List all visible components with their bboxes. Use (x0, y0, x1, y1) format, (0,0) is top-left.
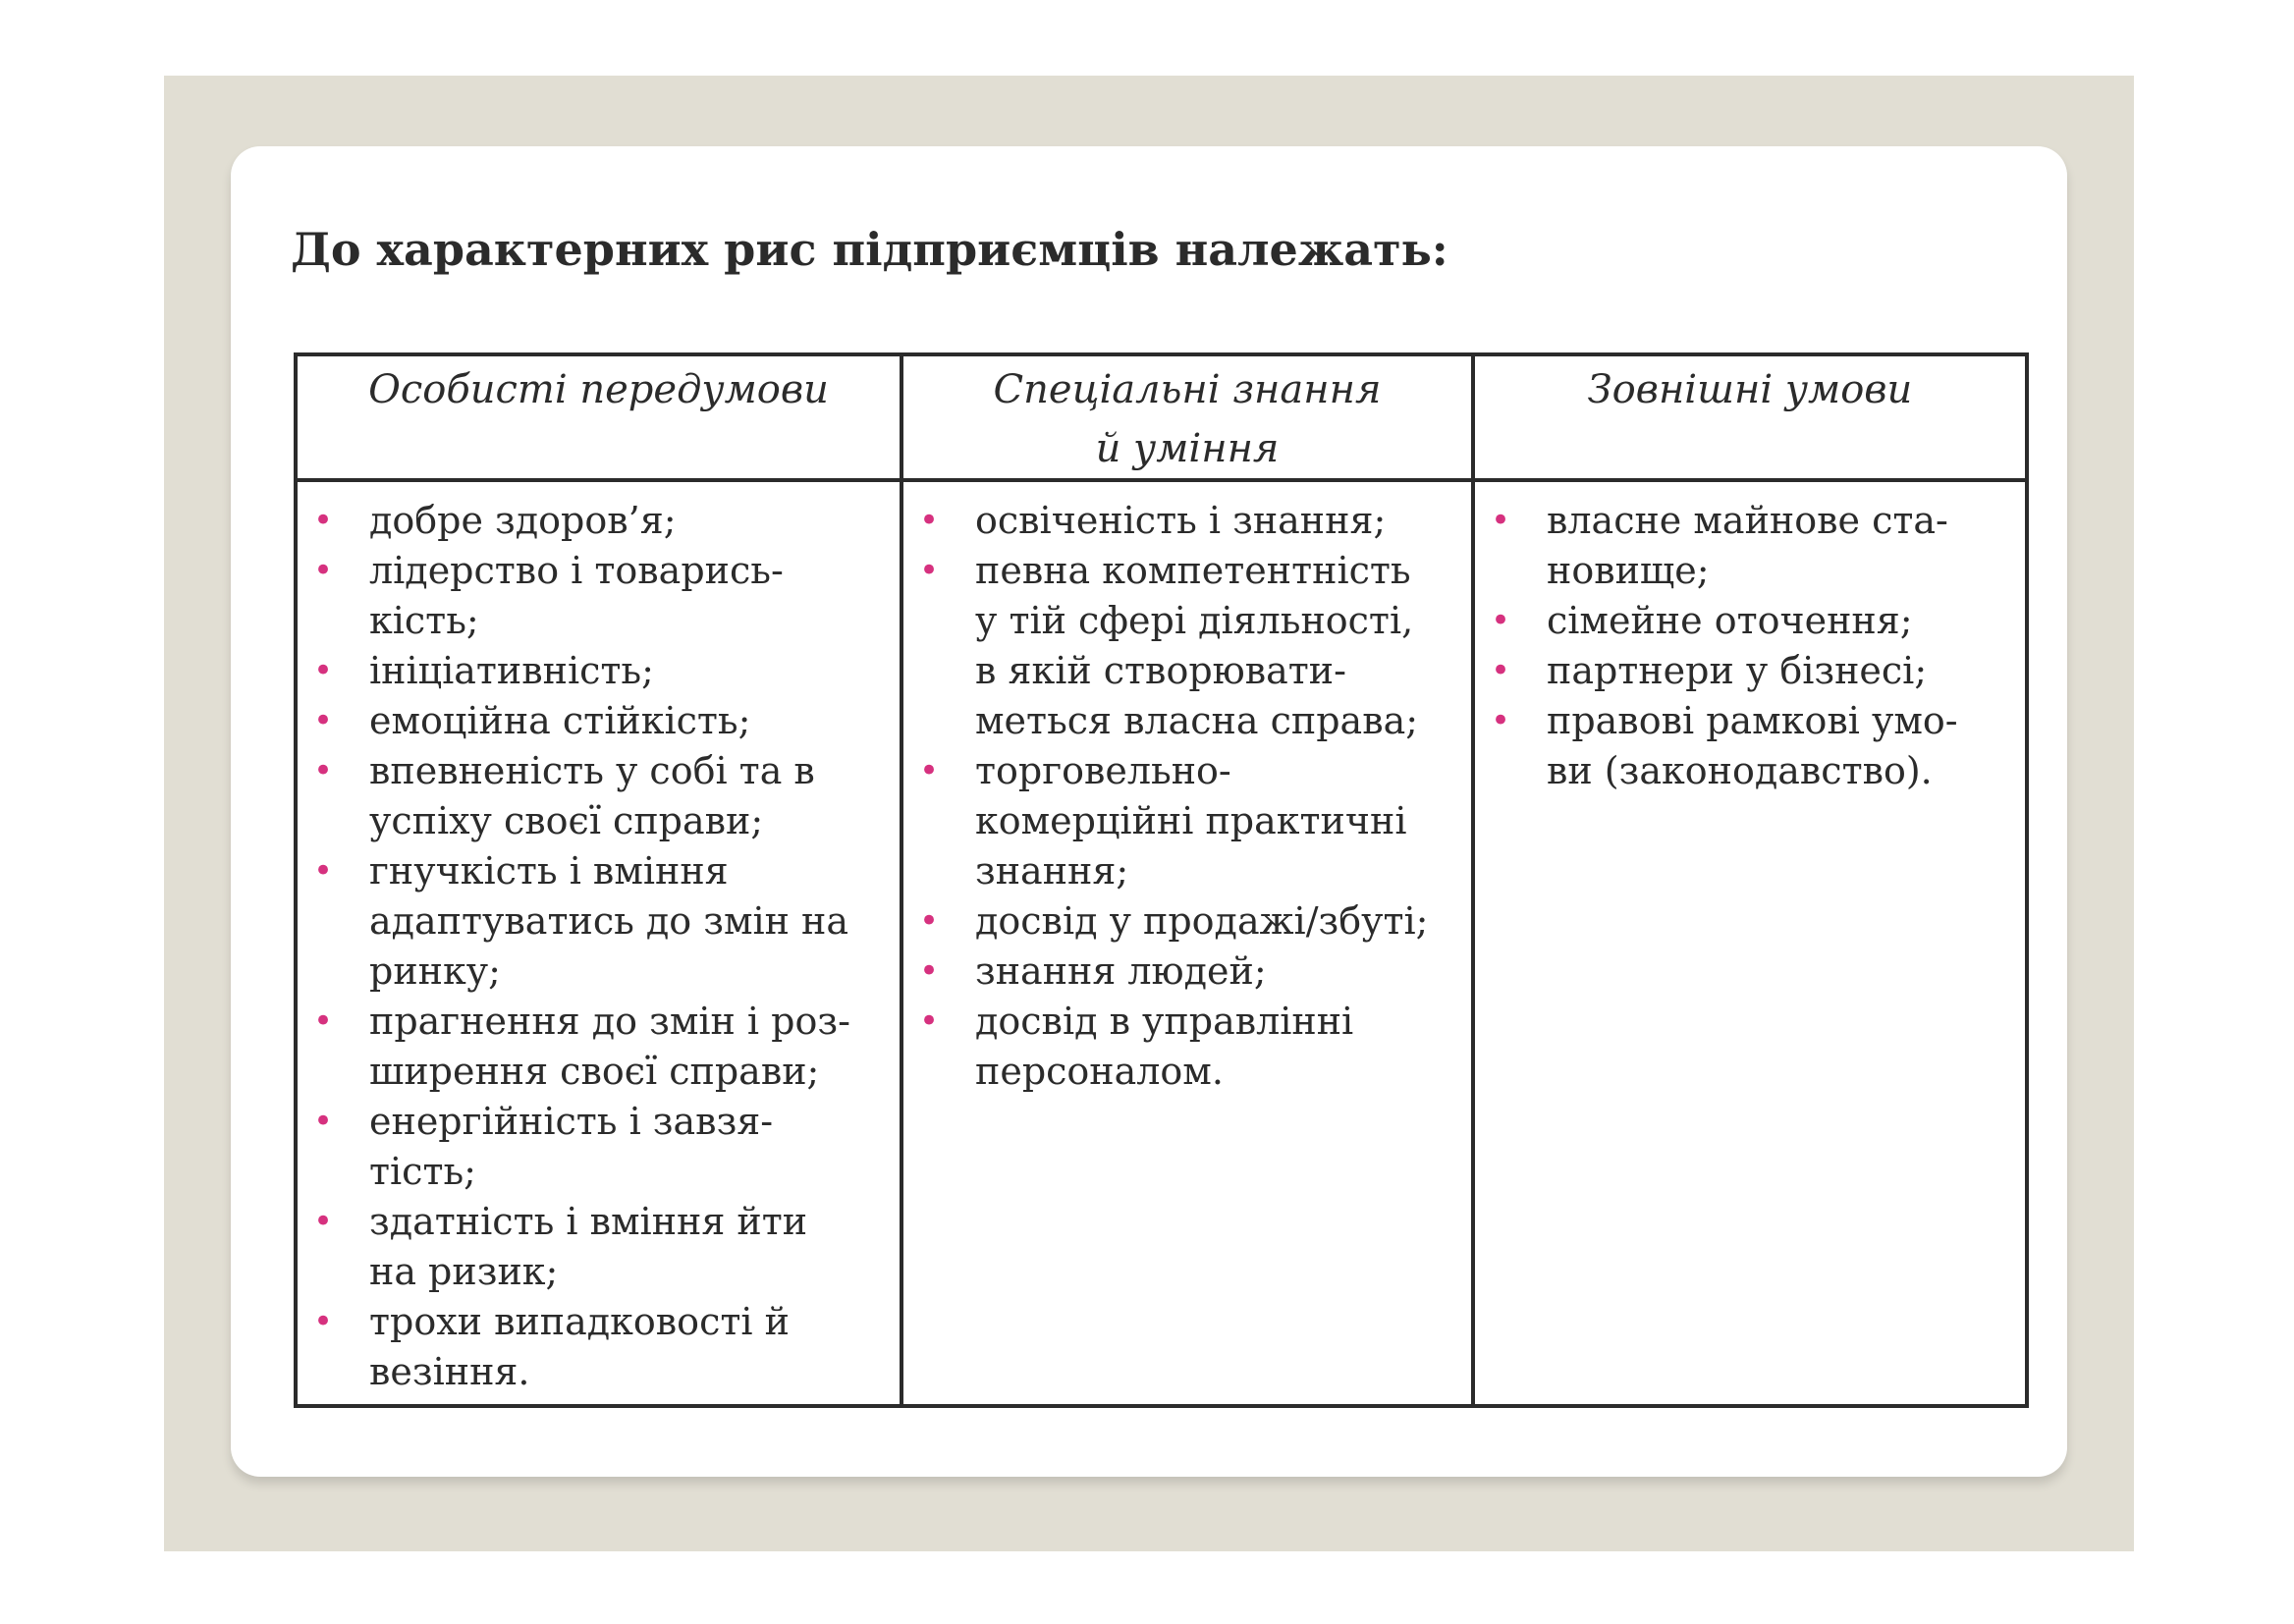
list-item-text: знання людей; (975, 949, 1267, 993)
list-item-text: у тій сфері діяльності, (975, 599, 1414, 642)
list-item-text: торговельно- (975, 749, 1231, 792)
bullet-icon: • (1491, 701, 1511, 740)
list-item (313, 846, 892, 997)
bullet-icon: • (313, 501, 334, 540)
list-item-text: правові рамкові умо- (1547, 699, 1958, 742)
list-item (313, 546, 892, 646)
traits-table (294, 352, 2029, 1408)
bullet-icon: • (919, 951, 940, 991)
bullet-icon: • (313, 701, 334, 740)
list-item-text: гнучкість і вміння (369, 849, 729, 893)
list-item-text: прагнення до змін і роз- (369, 1000, 850, 1043)
header-line: Спеціальні знання (993, 367, 1382, 412)
table-header-row (296, 354, 2027, 480)
header-personal-prerequisites (296, 354, 901, 480)
list-item-text: кість; (369, 599, 479, 642)
list-item-text: ініціативність; (369, 649, 654, 692)
list-item (1491, 596, 2017, 646)
list-item-text: ви (законодавство). (1547, 749, 1933, 792)
bullet-icon: • (919, 901, 940, 941)
list-item-text: партнери у бізнесі; (1547, 649, 1928, 692)
list-item (919, 896, 1463, 947)
list-item (919, 546, 1463, 746)
list-item-text: сімейне оточення; (1547, 599, 1913, 642)
list-item-text: певна компетентність (975, 549, 1411, 592)
bullet-icon: • (313, 1302, 334, 1341)
header-line: й уміння (1095, 426, 1280, 471)
slide-background (164, 76, 2134, 1551)
list-item-text: досвід у продажі/збуті; (975, 899, 1429, 943)
list-item-text: ринку; (369, 949, 501, 993)
list-item-text: успіху своєї справи; (369, 799, 764, 842)
list-item-text: в якій створювати- (975, 649, 1346, 692)
bullet-icon: • (313, 1001, 334, 1041)
list-item-text: власне майнове ста- (1547, 499, 1948, 542)
list-item-text: адаптуватись до змін на (369, 899, 849, 943)
list-item (313, 1297, 892, 1397)
list-item (313, 746, 892, 846)
list-item (313, 997, 892, 1097)
bullet-icon: • (313, 1202, 334, 1241)
list-item-text: комерційні практичні (975, 799, 1407, 842)
list-item-text: досвід в управлінні (975, 1000, 1354, 1043)
list-item (1491, 646, 2017, 696)
bullet-icon: • (919, 501, 940, 540)
bullet-icon: • (313, 1102, 334, 1141)
column-special-knowledge (901, 480, 1473, 1406)
list-item-text: емоційна стійкість; (369, 699, 751, 742)
list-item (919, 997, 1463, 1097)
column-personal-prerequisites (296, 480, 901, 1406)
list-item-text: на ризик; (369, 1250, 559, 1293)
header-line: Зовнішні умови (1587, 367, 1913, 412)
list-item (313, 496, 892, 546)
list-item (313, 696, 892, 746)
list-item-text: ширення своєї справи; (369, 1050, 820, 1093)
list-item-text: тість; (369, 1150, 476, 1193)
list-item (919, 746, 1463, 896)
bullet-icon: • (1491, 651, 1511, 690)
list-item (1491, 496, 2017, 596)
list-item-text: впевненість у собі та в (369, 749, 815, 792)
list-item-text: лідерство і товарись- (369, 549, 784, 592)
list-external-conditions (1491, 496, 2017, 796)
list-item (313, 1197, 892, 1297)
bullet-icon: • (919, 1001, 940, 1041)
list-item-text: везіння. (369, 1350, 530, 1393)
list-item-text: меться власна справа; (975, 699, 1419, 742)
column-external-conditions (1473, 480, 2027, 1406)
list-item-text: енергійність і завзя- (369, 1100, 774, 1143)
bullet-icon: • (919, 551, 940, 590)
list-item-text: здатність і вміння йти (369, 1200, 808, 1243)
page-title: До характерних рис підприємців належать: (291, 223, 1448, 276)
list-item (313, 1097, 892, 1197)
content-card (231, 146, 2067, 1477)
list-item (919, 947, 1463, 997)
list-item-text: персоналом. (975, 1050, 1224, 1093)
bullet-icon: • (1491, 501, 1511, 540)
list-item-text: знання; (975, 849, 1129, 893)
bullet-icon: • (919, 751, 940, 790)
bullet-icon: • (313, 751, 334, 790)
header-special-knowledge (901, 354, 1473, 480)
bullet-icon: • (1491, 601, 1511, 640)
list-item (1491, 696, 2017, 796)
list-item (919, 496, 1463, 546)
bullet-icon: • (313, 851, 334, 891)
list-special-knowledge (919, 496, 1463, 1097)
list-item-text: освіченість і знання; (975, 499, 1387, 542)
list-personal-prerequisites (313, 496, 892, 1397)
list-item (313, 646, 892, 696)
list-item-text: новище; (1547, 549, 1710, 592)
list-item-text: добре здоров’я; (369, 499, 677, 542)
header-line: Особисті передумови (368, 367, 829, 412)
header-external-conditions (1473, 354, 2027, 480)
list-item-text: трохи випадковості й (369, 1300, 790, 1343)
table-body-row (296, 480, 2027, 1406)
bullet-icon: • (313, 551, 334, 590)
bullet-icon: • (313, 651, 334, 690)
